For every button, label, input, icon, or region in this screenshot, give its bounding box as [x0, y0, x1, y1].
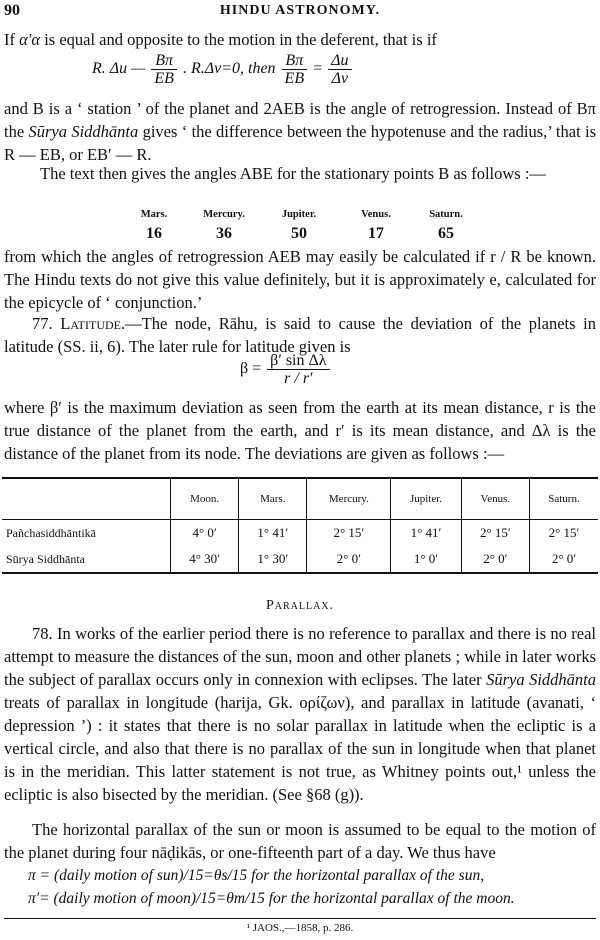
- paragraph-retrogression: from which the angles of retrogression AEB may easily be calculated if r / R be known. The Hindu texts do not give this value definitely, but it is approximately e, calculated for the epicycle of ‘ conjunction.’: [4, 247, 596, 312]
- angle-item: Mercury. 36: [203, 209, 245, 242]
- equation-parallax-sun: π = (daily motion of sun)/15=θs/15 for the horizontal parallax of the sun,: [28, 867, 485, 884]
- angle-item: Saturn. 65: [429, 209, 463, 242]
- paragraph-angles-intro: The text then gives the angles ABE for the stationary points B as follows :—: [40, 164, 546, 183]
- table-cell: 4° 30′: [171, 546, 239, 573]
- table-row: [2, 546, 598, 573]
- paragraph-parallax: 78. In works of the earlier period there is no reference to parallax and there is no real attempt to measure the distances of the sun, moon and other planets ; while in later works the subject of parallax occurs only in connexion with eclipses. The later Sūrya Siddhānta treats of parallax in longitude (harija, Gk. ορίζων), and parallax in latitude (avanati, ‘ depression ’) : it states that there is no solar parallax in latitude when the ecliptic is a vertical circle, and also that there is no parallax of the sun in longitude when that planet is in the meridian. This latter statement is not true, as Whitney points out,¹ unless the ecliptic is also bisected by the meridian. (See §68 (g)).: [4, 624, 597, 804]
- latitude-table: [2, 477, 598, 574]
- table-cell: 1° 41′: [391, 520, 461, 547]
- table-cell: 1° 0′: [391, 546, 461, 573]
- paragraph-latitude: 77. Latitude.—The node, Rāhu, is said to cause the deviation of the planets in latitude (SS. ii, 6). The later rule for latitude given is: [4, 314, 596, 356]
- fraction: $\frac{B\pi}{EB}$: [282, 52, 308, 87]
- column-header: Saturn.: [529, 478, 598, 520]
- row-name: Sūrya Siddhānta: [2, 546, 171, 573]
- paragraph-condition: If α′α is equal and opposite to the motion in the deferent, that is if: [4, 30, 437, 49]
- paragraph-horizontal-parallax: The horizontal parallax of the sun or moon is assumed to be equal to the motion of the planet during four nāḍikās, or one-fifteenth part of a day. We thus have: [4, 820, 596, 862]
- section-title: Parallax.: [265, 598, 335, 613]
- page-header: [4, 2, 596, 22]
- table-cell: 4° 0′: [171, 520, 239, 547]
- table-cell: 2° 15′: [307, 520, 391, 547]
- running-title: HINDU ASTRONOMY.: [219, 3, 381, 18]
- equation-latitude: β = $\frac{\text{β′ sin Δλ}}{r / r'}$: [240, 352, 332, 387]
- footnote-rule: [4, 918, 596, 919]
- table-cell: 2° 0′: [307, 546, 391, 573]
- table-cell: 2° 0′: [461, 546, 529, 573]
- fraction: $\frac{\text{β′ sin Δλ}}{r / r'}$: [267, 352, 329, 387]
- table-row: [2, 520, 598, 547]
- page-number: 90: [4, 2, 20, 19]
- angle-item: Venus. 17: [361, 209, 391, 242]
- table-cell: 2° 0′: [529, 546, 598, 573]
- column-header: Moon.: [171, 478, 239, 520]
- paragraph-deviation: where β′ is the maximum deviation as seen from the earth at its mean distance, r is the true distance of the planet from the earth, and r′ is its mean distance, and Δλ is the distance of the planet from its node. The deviations are given as follows :—: [4, 398, 596, 463]
- column-header: Mars.: [239, 478, 307, 520]
- angle-item: Mars. 16: [140, 209, 168, 242]
- fraction: $\frac{B\pi}{EB}$: [151, 52, 177, 87]
- angle-item: Jupiter. 50: [281, 209, 317, 242]
- paragraph-station: and B is a ‘ station ’ of the planet and 2AEB is the angle of retrogression. Instead of Bπ the Sūrya Siddhānta gives ‘ the difference between the hypotenuse and the radius,’ that is R — EB, or EB′ — R.: [4, 99, 596, 164]
- table-cell: 2° 15′: [461, 520, 529, 547]
- column-header: Venus.: [461, 478, 529, 520]
- table-header-row: [2, 478, 598, 520]
- equation-stationary: R. Δu — $\frac{B\pi}{EB}$ . R.Δv=0, then $\frac{B\pi}{EB}$ = $\frac{\Delta u}{\Delta v}$: [92, 52, 354, 87]
- fraction: $\frac{\Delta u}{\Delta v}$: [328, 52, 351, 87]
- equation-parallax-moon: π′= (daily motion of moon)/15=θm/15 for the horizontal parallax of the moon.: [28, 890, 515, 907]
- table-cell: 1° 41′: [239, 520, 307, 547]
- table-cell: 2° 15′: [529, 520, 598, 547]
- row-name: Pañchasiddhāntikā: [6, 525, 96, 540]
- footnote: ¹ JAOS.,—1858, p. 286.: [246, 922, 354, 934]
- column-header: Mercury.: [307, 478, 391, 520]
- column-header: Jupiter.: [391, 478, 461, 520]
- table-cell: 1° 30′: [239, 546, 307, 573]
